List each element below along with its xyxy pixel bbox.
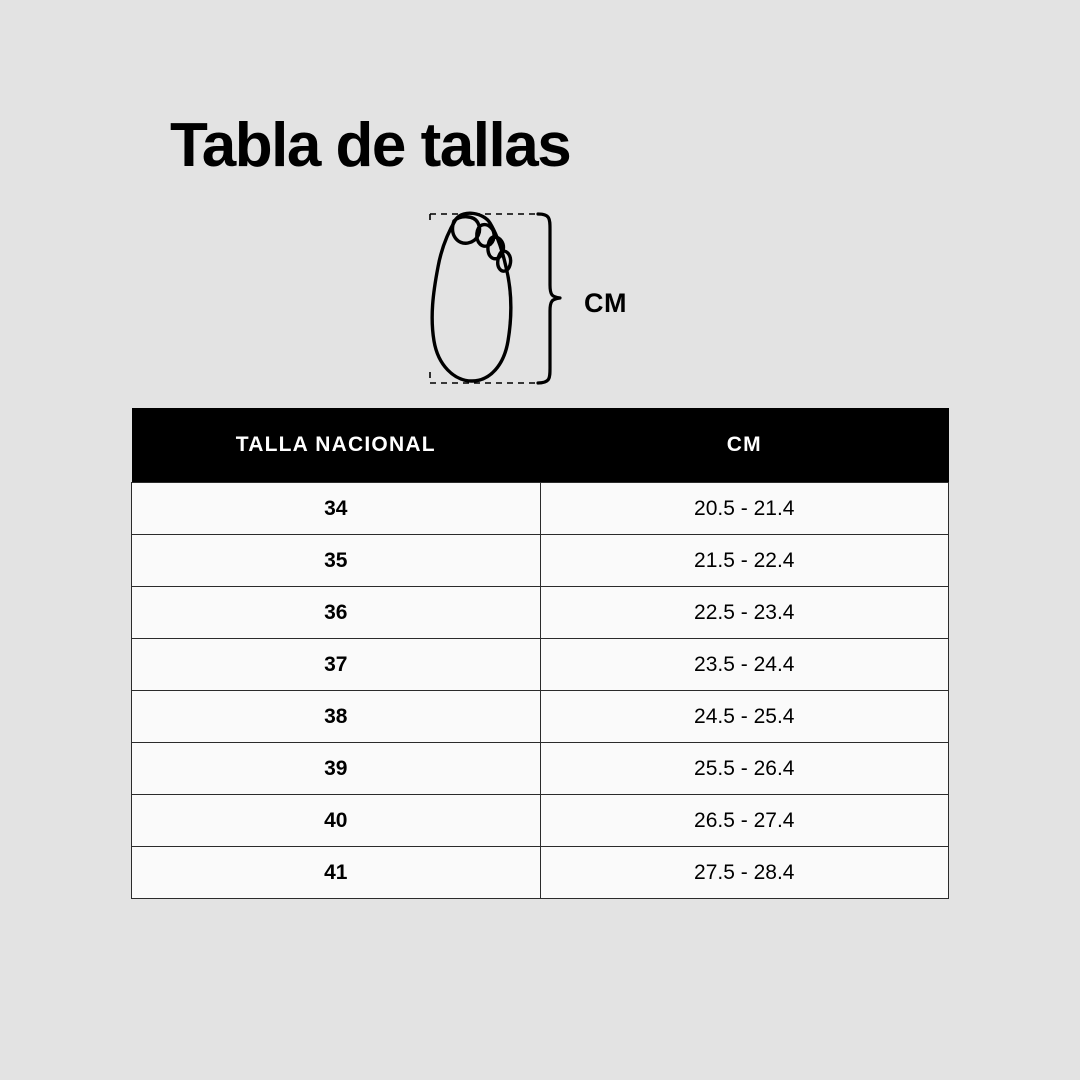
cell-cm: 25.5 - 26.4: [540, 743, 949, 795]
foot-measure-diagram: [420, 205, 670, 395]
foot-outline-icon: [432, 213, 511, 381]
table-body: [132, 483, 949, 899]
cell-cm: 24.5 - 25.4: [540, 691, 949, 743]
cell-size: 37: [132, 639, 541, 691]
column-header-talla-nacional: TALLA NACIONAL: [132, 408, 541, 483]
cell-size: 36: [132, 587, 541, 639]
table-row: [132, 483, 949, 535]
table-row: [132, 535, 949, 587]
cell-size: 38: [132, 691, 541, 743]
table-row: [132, 847, 949, 899]
table-row: [132, 743, 949, 795]
column-header-cm: CM: [540, 408, 949, 483]
cm-measure-label: CM: [584, 288, 627, 318]
cell-cm: 22.5 - 23.4: [540, 587, 949, 639]
cell-cm: 27.5 - 28.4: [540, 847, 949, 899]
table-row: [132, 587, 949, 639]
table-row: [132, 691, 949, 743]
table-row: [132, 639, 949, 691]
page-title: Tabla de tallas: [170, 111, 571, 180]
cell-size: 34: [132, 483, 541, 535]
table-row: [132, 795, 949, 847]
curly-brace-icon: [538, 214, 560, 383]
cell-cm: 21.5 - 22.4: [540, 535, 949, 587]
cell-size: 41: [132, 847, 541, 899]
table-header: [132, 408, 949, 483]
cell-cm: 23.5 - 24.4: [540, 639, 949, 691]
table-header-row: [132, 408, 949, 483]
cell-cm: 20.5 - 21.4: [540, 483, 949, 535]
size-table: [131, 408, 949, 899]
cell-cm: 26.5 - 27.4: [540, 795, 949, 847]
cell-size: 35: [132, 535, 541, 587]
cell-size: 40: [132, 795, 541, 847]
cell-size: 39: [132, 743, 541, 795]
size-table-container: [131, 408, 949, 899]
